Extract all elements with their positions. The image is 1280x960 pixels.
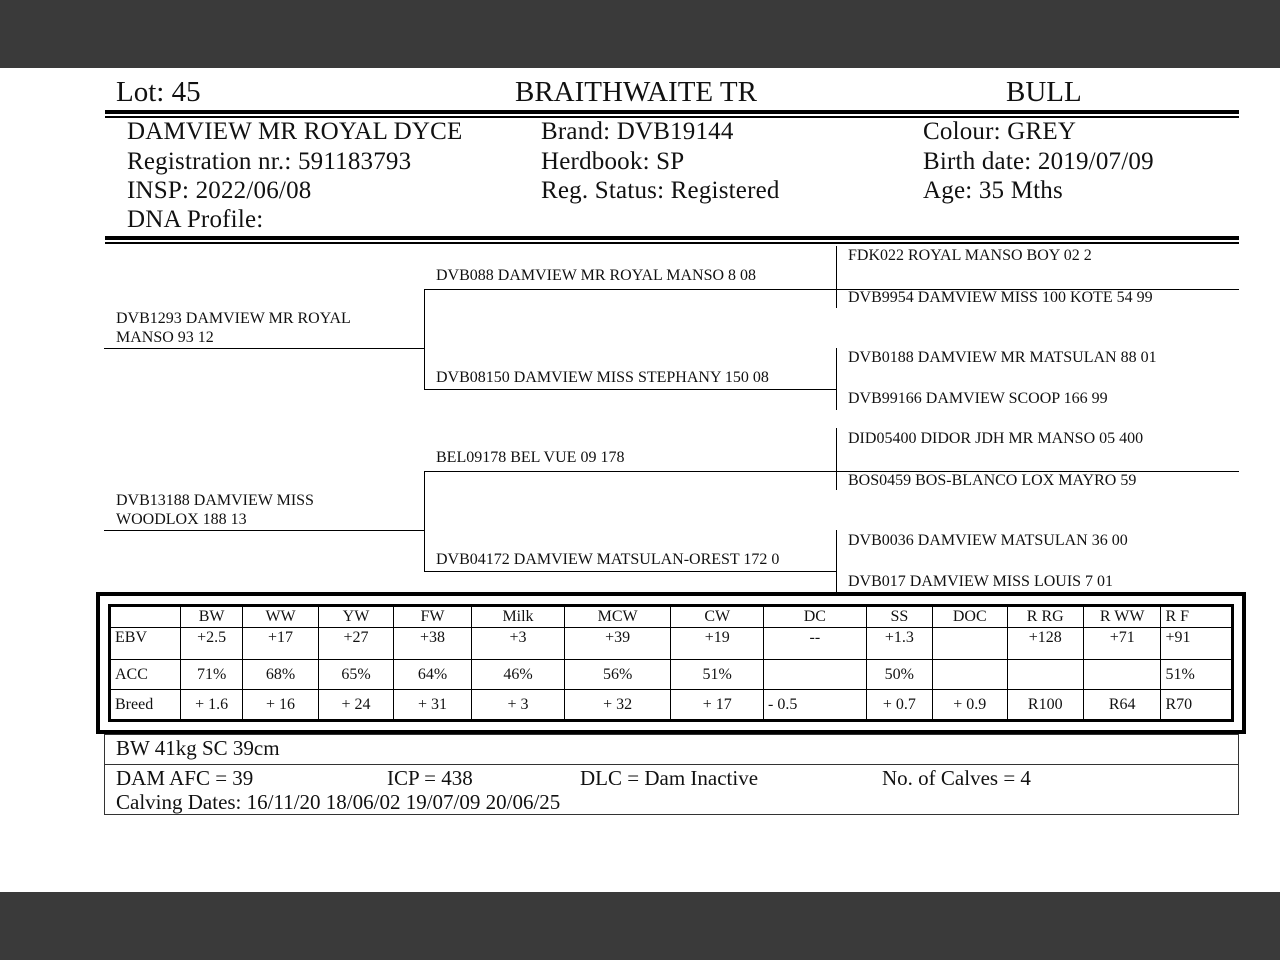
pedigree-dam: DVB13188 DAMVIEW MISS WOODLOX 188 13 bbox=[116, 492, 314, 528]
ebv-cell: + 16 bbox=[242, 690, 318, 720]
animal-sex: BULL bbox=[1006, 76, 1082, 108]
ebv-col-header: CW bbox=[671, 607, 764, 628]
icp: ICP = 438 bbox=[387, 766, 473, 790]
registration-status: Reg. Status: Registered bbox=[541, 177, 780, 204]
weights-text: BW 41kg SC 39cm bbox=[116, 736, 280, 760]
ebv-cell: +1.3 bbox=[866, 628, 932, 660]
ebv-cell: - 0.5 bbox=[764, 690, 867, 720]
ebv-row-label: Breed bbox=[111, 690, 181, 720]
ebv-col-header: SS bbox=[866, 607, 932, 628]
ebv-cell: +2.5 bbox=[181, 628, 242, 660]
acc-row bbox=[111, 660, 1232, 690]
dna-profile: DNA Profile: bbox=[127, 206, 264, 233]
animal-name: DAMVIEW MR ROYAL DYCE bbox=[127, 118, 463, 145]
ebv-cell: +91 bbox=[1161, 628, 1232, 660]
ebv-cell: +27 bbox=[319, 628, 393, 660]
pedigree-sss: FDK022 ROYAL MANSO BOY 02 2 bbox=[848, 247, 1092, 264]
ebv-col-header: R WW bbox=[1083, 607, 1160, 628]
ebv-table-frame bbox=[96, 592, 1246, 734]
catalogue-page bbox=[0, 68, 1280, 892]
ebv-cell: 65% bbox=[319, 660, 393, 690]
pedigree-ddd: DVB017 DAMVIEW MISS LOUIS 7 01 bbox=[848, 573, 1114, 590]
ebv-col-header: WW bbox=[242, 607, 318, 628]
ebv-cell: 64% bbox=[393, 660, 471, 690]
registration-number: Registration nr.: 591183793 bbox=[127, 148, 412, 175]
ebv-cell: +128 bbox=[1007, 628, 1083, 660]
breed-row bbox=[111, 690, 1232, 720]
ebv-row-label: EBV bbox=[111, 628, 181, 660]
ebv-row-label: ACC bbox=[111, 660, 181, 690]
birth-date: Birth date: 2019/07/09 bbox=[923, 148, 1154, 175]
dam-afc: DAM AFC = 39 bbox=[116, 766, 254, 790]
ebv-cell bbox=[1007, 660, 1083, 690]
dam-lactation-status: DLC = Dam Inactive bbox=[580, 766, 759, 790]
ebv-cell: 50% bbox=[866, 660, 932, 690]
ebv-cell bbox=[933, 628, 1007, 660]
ebv-cell: 71% bbox=[181, 660, 242, 690]
ebv-cell: 68% bbox=[242, 660, 318, 690]
colour: Colour: GREY bbox=[923, 118, 1077, 145]
ebv-col-header: FW bbox=[393, 607, 471, 628]
weights-box bbox=[104, 734, 1239, 765]
calving-dates: Calving Dates: 16/11/20 18/06/02 19/07/09 20/06/25 bbox=[116, 790, 561, 814]
ebv-cell: + 32 bbox=[564, 690, 671, 720]
info-rule-thin bbox=[105, 242, 1239, 244]
ebv-cell: 51% bbox=[1161, 660, 1232, 690]
ebv-cell: +39 bbox=[564, 628, 671, 660]
ebv-col-header: R RG bbox=[1007, 607, 1083, 628]
ebv-cell bbox=[1083, 660, 1160, 690]
ebv-cell: + 0.9 bbox=[933, 690, 1007, 720]
ebv-col-header: DOC bbox=[933, 607, 1007, 628]
header-rule bbox=[105, 110, 1239, 114]
ebv-col-header: YW bbox=[319, 607, 393, 628]
pedigree-dds: DVB0036 DAMVIEW MATSULAN 36 00 bbox=[848, 532, 1128, 549]
ebv-cell: R100 bbox=[1007, 690, 1083, 720]
ebv-col-header: DC bbox=[764, 607, 867, 628]
ebv-cell: -- bbox=[764, 628, 867, 660]
inspection-date: INSP: 2022/06/08 bbox=[127, 177, 312, 204]
ebv-cell: +17 bbox=[242, 628, 318, 660]
brand: Brand: DVB19144 bbox=[541, 118, 734, 145]
ebv-cell bbox=[764, 660, 867, 690]
info-rule bbox=[105, 236, 1239, 240]
ebv-cell bbox=[933, 660, 1007, 690]
ebv-cell: +71 bbox=[1083, 628, 1160, 660]
pedigree-ssd: DVB9954 DAMVIEW MISS 100 KOTE 54 99 bbox=[848, 289, 1153, 306]
ebv-cell: + 0.7 bbox=[866, 690, 932, 720]
ebv-cell: + 31 bbox=[393, 690, 471, 720]
ebv-cell: R70 bbox=[1161, 690, 1232, 720]
ebv-cell: 56% bbox=[564, 660, 671, 690]
ebv-cell: R64 bbox=[1083, 690, 1160, 720]
number-of-calves: No. of Calves = 4 bbox=[882, 766, 1031, 790]
ebv-cell: + 17 bbox=[671, 690, 764, 720]
pedigree-sds: DVB0188 DAMVIEW MR MATSULAN 88 01 bbox=[848, 349, 1157, 366]
ebv-cell: + 3 bbox=[472, 690, 565, 720]
age: Age: 35 Mths bbox=[923, 177, 1063, 204]
pedigree-dam-sire: BEL09178 BEL VUE 09 178 bbox=[436, 449, 625, 466]
ebv-col-header: Milk bbox=[472, 607, 565, 628]
pedigree-sdd: DVB99166 DAMVIEW SCOOP 166 99 bbox=[848, 390, 1108, 407]
ebv-cell: + 1.6 bbox=[181, 690, 242, 720]
dam-info-box bbox=[104, 764, 1239, 815]
ebv-cell: 46% bbox=[472, 660, 565, 690]
lot-number: Lot: 45 bbox=[116, 76, 201, 108]
ebv-header-row bbox=[111, 607, 1232, 628]
ebv-table bbox=[110, 606, 1232, 720]
pedigree-dss: DID05400 DIDOR JDH MR MANSO 05 400 bbox=[848, 430, 1144, 447]
ebv-cell: +38 bbox=[393, 628, 471, 660]
herdbook: Herdbook: SP bbox=[541, 148, 685, 175]
pedigree-dam-dam: DVB04172 DAMVIEW MATSULAN-OREST 172 0 bbox=[436, 551, 780, 568]
ebv-row bbox=[111, 628, 1232, 660]
pedigree-sire-dam: DVB08150 DAMVIEW MISS STEPHANY 150 08 bbox=[436, 369, 769, 386]
ebv-cell: +3 bbox=[472, 628, 565, 660]
ebv-col-header: BW bbox=[181, 607, 242, 628]
ebv-col-header bbox=[111, 607, 181, 628]
pedigree-sire: DVB1293 DAMVIEW MR ROYAL MANSO 93 12 bbox=[116, 310, 351, 346]
ebv-col-header: R F bbox=[1161, 607, 1232, 628]
ebv-cell: + 24 bbox=[319, 690, 393, 720]
ebv-col-header: MCW bbox=[564, 607, 671, 628]
pedigree-dsd: BOS0459 BOS-BLANCO LOX MAYRO 59 bbox=[848, 472, 1137, 489]
ebv-cell: +19 bbox=[671, 628, 764, 660]
pedigree-sire-sire: DVB088 DAMVIEW MR ROYAL MANSO 8 08 bbox=[436, 267, 757, 284]
seller-name: BRAITHWAITE TR bbox=[515, 76, 757, 108]
ebv-cell: 51% bbox=[671, 660, 764, 690]
